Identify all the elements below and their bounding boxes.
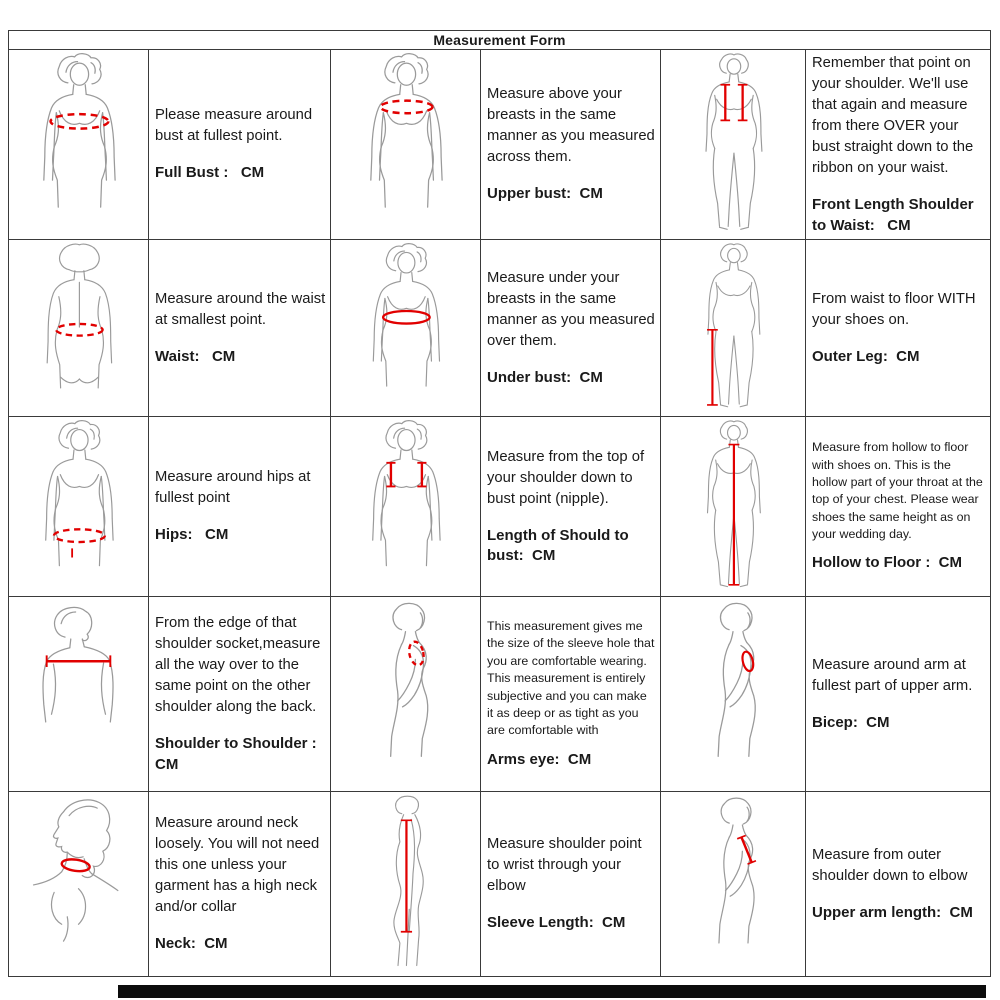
instruction-text: From waist to floor WITH your shoes on. — [812, 290, 976, 328]
instruction-hollow-to-floor — [806, 417, 991, 597]
outer-leg-illustration — [663, 243, 803, 413]
instruction-text: Measure shoulder point to wrist through your elbow — [487, 836, 642, 895]
sleeve-length-figure — [331, 792, 481, 977]
instruction-text: Remember that point on your shoulder. We'll use that again and measure from there OVER your bust straight down to the ribbon on your waist. — [812, 55, 974, 177]
upper-arm-length-illustration — [663, 795, 803, 973]
instruction-text: Measure from the top of your shoulder down to bust point (nipple). — [487, 448, 645, 507]
instruction-outer-leg — [806, 240, 991, 417]
upper-bust-figure — [331, 50, 481, 240]
shoulder-to-bust-illustration — [333, 420, 478, 593]
measurement-label: Upper bust: CM — [487, 185, 603, 203]
shoulder-to-shoulder-illustration — [11, 600, 146, 788]
measurement-label: Waist: CM — [155, 347, 236, 365]
shoulder-to-shoulder-figure — [9, 597, 149, 792]
instruction-shoulder-to-bust — [481, 417, 661, 597]
bicep-illustration — [663, 600, 803, 788]
hips-figure — [9, 417, 149, 597]
form-title: Measurement Form — [9, 31, 991, 50]
instruction-under-bust — [481, 240, 661, 417]
neck-illustration — [11, 795, 146, 973]
measurement-label: Neck: CM — [155, 935, 228, 953]
instruction-text: Measure around the waist at smallest point. — [155, 290, 326, 328]
arms-eye-figure — [331, 597, 481, 792]
instruction-bicep — [806, 597, 991, 792]
outer-leg-figure — [661, 240, 806, 417]
full-bust-figure — [9, 50, 149, 240]
shoulder-to-bust-figure — [331, 417, 481, 597]
under-bust-figure — [331, 240, 481, 417]
instruction-hips — [149, 417, 331, 597]
instruction-front-length — [806, 50, 991, 240]
waist-figure — [9, 240, 149, 417]
instruction-waist — [149, 240, 331, 417]
measurement-label: Full Bust : CM — [155, 164, 265, 182]
instruction-upper-arm-length — [806, 792, 991, 977]
instruction-text: This measurement gives me the size of the sleeve hole that you are comfortable wearing. This measurement is entirely subjective and you can make it as deep or as tight as you are comfortable with — [487, 619, 655, 738]
measurement-label: Shoulder to Shoulder : CM — [155, 735, 321, 773]
instruction-arms-eye — [481, 597, 661, 792]
instruction-text: Measure from outer shoulder down to elbow — [812, 846, 968, 884]
instruction-upper-bust — [481, 50, 661, 240]
bottom-bar — [118, 985, 986, 998]
instruction-text: Measure above your breasts in the same manner as you measured across them. — [487, 86, 655, 166]
instruction-text: Measure around neck loosely. You will not need this one unless your garment has a high neck and/or collar — [155, 815, 320, 916]
measurement-label: Arms eye: CM — [487, 750, 592, 768]
neck-figure — [9, 792, 149, 977]
upper-arm-length-figure — [661, 792, 806, 977]
instruction-text: Measure around arm at fullest part of upper arm. — [812, 656, 973, 694]
instruction-text: Measure under your breasts in the same manner as you measured over them. — [487, 269, 655, 349]
upper-bust-illustration — [333, 53, 478, 236]
measurement-label: Length of Should to bust: CM — [487, 526, 633, 564]
hollow-to-floor-illustration — [663, 420, 803, 593]
waist-illustration — [11, 243, 146, 413]
instruction-text: Measure from hollow to floor with shoes on. This is the hollow part of your throat at the top of your chest. Please wear shoes the same height as on your wedding day. — [812, 440, 983, 542]
arms-eye-illustration — [333, 600, 478, 788]
measurement-label: Outer Leg: CM — [812, 347, 920, 365]
instruction-text: From the edge of that shoulder socket,measure all the way over to the same point on the other shoulder along the back. — [155, 615, 321, 716]
measurement-grid — [8, 30, 991, 977]
measurement-label: Sleeve Length: CM — [487, 914, 626, 932]
front-length-illustration — [663, 53, 803, 236]
bicep-figure — [661, 597, 806, 792]
sleeve-length-illustration — [333, 795, 478, 973]
measurement-label: Bicep: CM — [812, 713, 890, 731]
instruction-neck — [149, 792, 331, 977]
measurement-label: Upper arm length: CM — [812, 903, 973, 921]
front-length-figure — [661, 50, 806, 240]
measurement-label: Front Length Shoulder to Waist: CM — [812, 196, 978, 234]
under-bust-illustration — [333, 243, 478, 413]
instruction-full-bust — [149, 50, 331, 240]
measurement-label: Hips: CM — [155, 526, 229, 544]
hips-illustration — [11, 420, 146, 593]
hollow-to-floor-figure — [661, 417, 806, 597]
instruction-text: Measure around hips at fullest point — [155, 469, 311, 507]
instruction-text: Please measure around bust at fullest point. — [155, 107, 313, 145]
measurement-label: Hollow to Floor : CM — [812, 554, 962, 572]
full-bust-illustration — [11, 53, 146, 236]
measurement-label: Under bust: CM — [487, 368, 603, 386]
instruction-sleeve-length — [481, 792, 661, 977]
instruction-shoulder-to-shoulder — [149, 597, 331, 792]
